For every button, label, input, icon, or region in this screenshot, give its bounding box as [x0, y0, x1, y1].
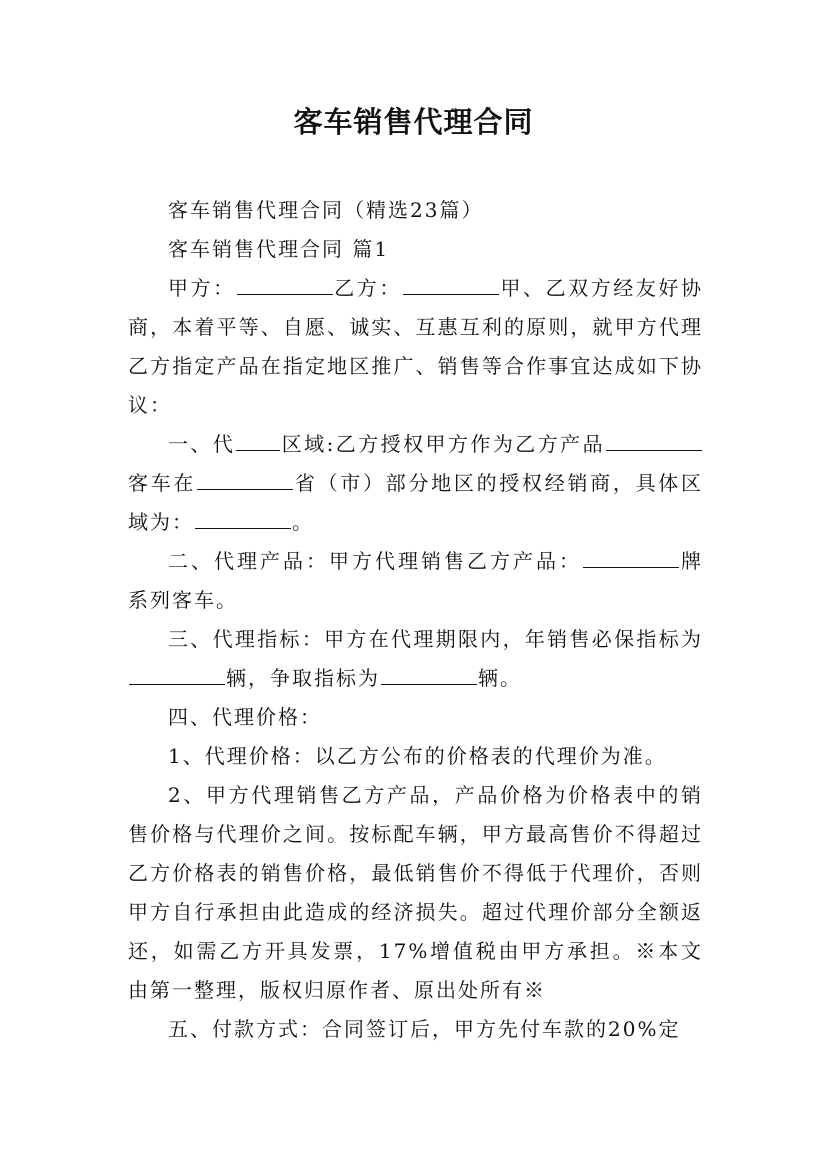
document-body: [128, 191, 703, 1049]
clause-2-text-a: 二、代理产品：甲方代理销售乙方产品：: [168, 549, 582, 573]
parties-paragraph: [128, 269, 703, 425]
clause-5: 五、付款方式：合同签订后，甲方先付车款的20%定: [168, 1017, 681, 1041]
clause-1-blank-product: [606, 449, 702, 451]
party-b-label: 乙方：: [333, 276, 402, 300]
clause-2: [128, 542, 703, 620]
clause-2-text-b: 牌系列客车。: [128, 549, 703, 612]
party-a-label: 甲方：: [168, 276, 236, 300]
clause-1: [128, 425, 703, 542]
clause-3-text-c: 辆。: [478, 666, 522, 690]
party-b-blank: [403, 293, 499, 295]
clause-4-item-2: 2、甲方代理销售乙方产品，产品价格为价格表中的销售价格与代理价之间。按标配车辆，甲方最高售价不得超过乙方价格表的销售价格，最低销售价不得低于代理价，否则甲方自行承担由此造成的经济损失。超过代理价部分全额返还，如需乙方开具发票，17%增值税由甲方承担。※本文由第一整理，版权归原作者、原出处所有※: [128, 783, 703, 1002]
clause-3-text-b: 辆，争取指标为: [226, 666, 380, 690]
clause-4-item-1: 1、代理价格：以乙方公布的价格表的代理价为准。: [168, 744, 667, 768]
clause-1-blank-region: [195, 527, 291, 529]
parties-text: 甲、乙双方经友好协商，本着平等、自愿、诚实、互惠互利的原则，就甲方代理乙方指定产品在指定地区推广、销售等合作事宜达成如下协议：: [128, 276, 703, 417]
section-heading: 客车销售代理合同 篇1: [168, 237, 390, 261]
clause-2-blank-brand: [583, 566, 679, 568]
clause-3-text-a: 三、代理指标：甲方在代理期限内，年销售必保指标为: [168, 627, 703, 651]
document-title: 客车销售代理合同: [293, 105, 534, 139]
clause-1-text-c: 客车在: [128, 471, 197, 495]
clause-1-text-d: 省（市）部分地区的授权经销商，具体区域为：: [128, 471, 704, 534]
clause-4-heading: 四、代理价格：: [168, 705, 322, 729]
clause-3-blank-target: [381, 683, 477, 685]
clause-1-text-b: 区域:乙方授权甲方作为乙方产品: [281, 432, 605, 456]
clause-1-text-e: 。: [292, 510, 314, 534]
clause-3: [128, 620, 703, 698]
party-a-blank: [237, 293, 333, 295]
clause-1-text-a: 一、代: [168, 432, 236, 456]
clause-1-blank-province: [197, 488, 293, 490]
clause-3-blank-guaranteed: [129, 683, 225, 685]
subtitle-paragraph: 客车销售代理合同（精选23篇）: [168, 198, 484, 222]
clause-1-blank-agency: [236, 449, 280, 451]
